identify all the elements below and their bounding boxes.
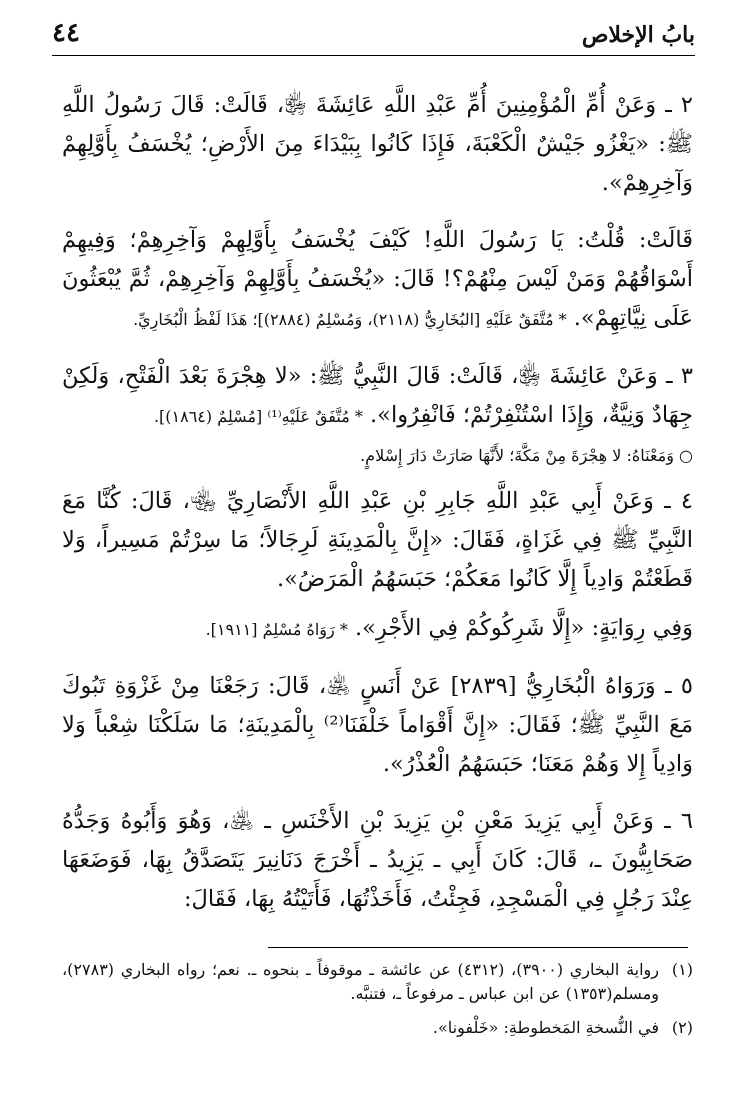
footnote-rule bbox=[268, 947, 688, 948]
page-header bbox=[52, 18, 695, 52]
footnotes bbox=[62, 958, 693, 1050]
hadith-3-paragraph bbox=[62, 357, 693, 436]
footnote-2 bbox=[62, 1016, 693, 1040]
hadith-4-text: ٤ ـ وَعَنْ أَبِي عَبْدِ اللَّهِ جَابِرِ بْنِ عَبْدِ اللَّهِ الأَنْصَارِيِّ ﵄، قَالَ: كُنَّا مَعَ النَّبِيِّ ﷺ فِي غَزَاةٍ، فَقَالَ: «إِنَّ بِالْمَدِينَةِ لَرِجَالاً؛ مَا سِرْتُمْ مَسِيراً، وَلا قَطَعْتُمْ وَادِياً إِلَّا كَانُوا مَعَكُمْ؛ حَبَسَهُمُ الْمَرَضُ». bbox=[62, 488, 693, 592]
hadith-2-text: ٢ ـ وَعَنْ أُمِّ الْمُؤْمِنِينَ أُمِّ عَبْدِ اللَّهِ عَائِشَةَ ﵂، قَالَتْ: قَالَ رَسُولُ اللَّهِ ﷺ: «يَغْزُو جَيْشٌ الْكَعْبَةَ، فَإِذَا كَانُوا بِبَيْدَاءَ مِنَ الأَرْضِ؛ يُخْسَفُ بِأَوَّلِهِمْ وَآخِرِهِمْ». bbox=[62, 92, 693, 196]
header-rule bbox=[52, 55, 695, 56]
hadith-2-paragraph bbox=[62, 86, 693, 203]
hadith-6-text: ٦ ـ وَعَنْ أَبِي يَزِيدَ مَعْنِ بْنِ يَزِيدَ بْنِ الأَخْنَسِ ـ ﵁، وَهُوَ وَأَبُوهُ وَجَدُّهُ صَحَابِيُّونَ ـ، قَالَ: كَانَ أَبِي ـ يَزِيدُ ـ أَخْرَجَ دَنَانِيرَ يَتَصَدَّقُ بِهَا، فَوَضَعَهَا عِنْدَ رَجُلٍ فِي الْمَسْجِدِ، فَجِئْتُ، فَأَخَذْتُهَا، فَأَتَيْتُهُ بِهَا، فَقَالَ: bbox=[62, 808, 693, 912]
hadith-5-text: ٥ ـ وَرَوَاهُ الْبُخَارِيُّ [٢٨٣٩] عَنْ أَنَسٍ ﵁، قَالَ: رَجَعْنَا مِنْ غَزْوَةِ تَبُوكَ مَعَ النَّبِيِّ ﷺ؛ فَقَالَ: «إِنَّ أَقْوَاماً خَلْفَنَا⁽²⁾ بِالْمَدِينَةِ؛ مَا سَلَكْنَا شِعْباً وَلا وَادِياً إِلا وَهُمْ مَعَنَا؛ حَبَسَهُمُ الْعُذْرُ». bbox=[62, 673, 693, 777]
hadith-2-cont-text: قَالَتْ: قُلْتُ: يَا رَسُولَ اللَّهِ! كَيْفَ يُخْسَفُ بِأَوَّلِهِمْ وَآخِرِهِمْ؛ وَفِيهِمْ أَسْوَاقُهُمْ وَمَنْ لَيْسَ مِنْهُمْ؟! قَالَ: «يُخْسَفُ بِأَوَّلِهِمْ وَآخِرِهِمْ، ثُمَّ يُبْعَثُونَ عَلَى نِيَّاتِهِمْ». bbox=[62, 227, 693, 331]
chapter-title: بابُ الإخلاص bbox=[581, 22, 695, 48]
footnote-1 bbox=[62, 958, 693, 1006]
footnote-1-number: (١) bbox=[671, 960, 693, 979]
hadith-4-variant-text: وَفِي رِوَايَةٍ: «إِلَّا شَرِكُوكُمْ فِي الأَجْرِ». bbox=[355, 615, 693, 641]
hadith-6-paragraph bbox=[62, 802, 693, 919]
footnote-1-text: رواية البخاري (٣٩٠٠)، (٤٣١٢) عن عائشة ـ موقوفاً ـ بنحوه ـ. نعم؛ رواه البخاري (٢٧٨٣)، ومسلم(١٣٥٣) عن ابن عباس ـ مرفوعاً ـ، فتنبَّه. bbox=[62, 960, 659, 1003]
hadith-3-source: * مُتَّفَقٌ عَلَيْهِ⁽¹⁾ [مُسْلِمٌ (١٨٦٤)]. bbox=[153, 407, 363, 426]
main-text bbox=[62, 86, 693, 937]
hadith-4-source: * رَوَاهُ مُسْلِمٌ [١٩١١]. bbox=[205, 620, 348, 639]
hadith-2-continuation bbox=[62, 221, 693, 339]
hadith-3-text: ٣ ـ وَعَنْ عَائِشَةَ ﵂، قَالَتْ: قَالَ النَّبِيُّ ﷺ: «لا هِجْرَةَ بَعْدَ الْفَتْحِ، وَلَكِنْ جِهَادٌ وَنِيَّةٌ، وَإِذَا اسْتُنْفِرْتُمْ؛ فَانْفِرُوا». bbox=[62, 363, 693, 428]
footnote-2-text: في النُّسخةِ المَخطوطةِ: «خَلْفونا». bbox=[432, 1018, 659, 1037]
hadith-4-paragraph bbox=[62, 482, 693, 599]
hadith-5-paragraph bbox=[62, 667, 693, 784]
footnote-2-number: (٢) bbox=[671, 1018, 693, 1037]
page-number: ٤٤ bbox=[52, 18, 80, 48]
hadith-3-explanation: ○ وَمَعْنَاهُ: لا هِجْرَةَ مِنْ مَكَّةَ؛ لأَنَّهَا صَارَتْ دَارَ إِسْلامٍ. bbox=[360, 446, 693, 465]
hadith-2-source: * مُتَّفَقٌ عَلَيْهِ [البُخَارِيُّ (٢١١٨)، وَمُسْلِمٌ (٢٨٨٤)]؛ هَذَا لَفْظُ الْبُخَارِيِّ. bbox=[133, 310, 567, 329]
hadith-4-variant bbox=[62, 609, 693, 649]
